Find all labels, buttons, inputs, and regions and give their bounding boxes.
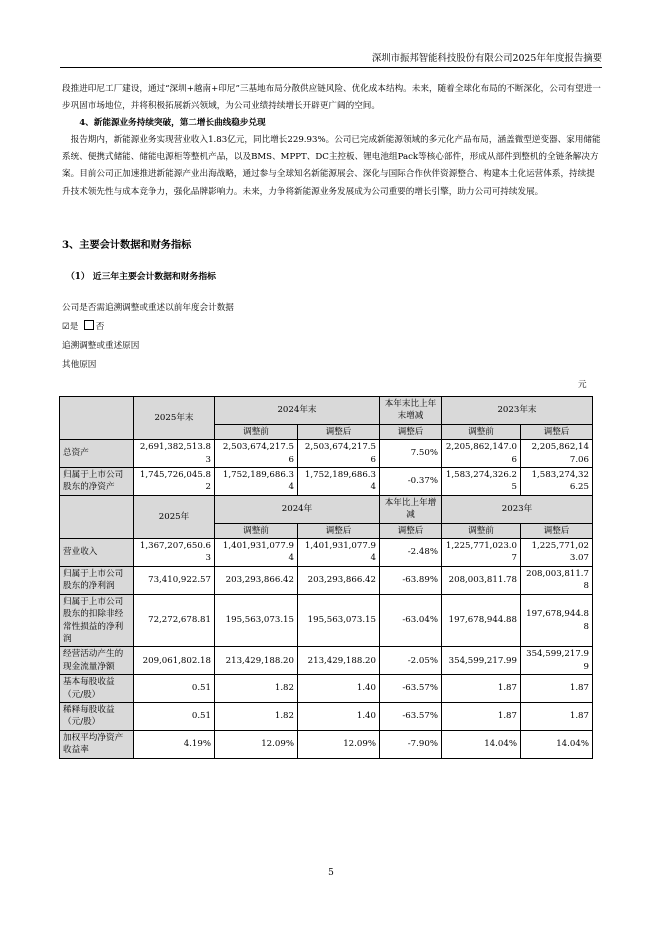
value-cell: 197,678,944.88 bbox=[442, 594, 521, 647]
row-label-cell: 加权平均净资产收益率 bbox=[60, 730, 134, 758]
value-cell: 2,691,382,513.83 bbox=[134, 440, 215, 468]
value-cell: 195,563,073.15 bbox=[298, 594, 380, 647]
table-header-cell: 调整前 bbox=[215, 523, 298, 538]
table-header-cell: 调整前 bbox=[442, 424, 521, 439]
body-paragraph-1: 段推进印尼工厂建设，通过“深圳+越南+印尼”三基地布局分散供应链风险、优化成本结构。未来，随着全球化布局的不断深化，公司有望进一步巩固市场地位，并将积极拓展新兴领域，为公司业绩持续增长开辟更广阔的空间。 bbox=[62, 84, 601, 112]
value-cell: 2,503,674,217.56 bbox=[298, 440, 380, 468]
value-cell: 1,401,931,077.94 bbox=[215, 539, 298, 567]
value-cell: 1,752,189,686.34 bbox=[215, 468, 298, 496]
restatement-question: 公司是否需追溯调整或重述以前年度会计数据 bbox=[62, 303, 234, 313]
row-label-cell: 营业收入 bbox=[60, 539, 134, 567]
value-cell: 12.09% bbox=[215, 730, 298, 758]
value-cell: 14.04% bbox=[442, 730, 521, 758]
value-cell: 1,583,274,326.25 bbox=[442, 468, 521, 496]
value-cell: 0.51 bbox=[134, 675, 215, 703]
value-cell: 354,599,217.99 bbox=[442, 647, 521, 675]
yes-checkbox-icon: ☑ bbox=[62, 322, 70, 332]
value-cell: -7.90% bbox=[380, 730, 442, 758]
value-cell: 208,003,811.78 bbox=[442, 566, 521, 594]
value-cell: 2,503,674,217.56 bbox=[215, 440, 298, 468]
table-header-cell: 2025年末 bbox=[134, 397, 215, 440]
no-label: 否 bbox=[95, 322, 105, 332]
table-header-cell: 调整后 bbox=[521, 424, 593, 439]
table-header-cell bbox=[60, 495, 134, 538]
value-cell: 0.51 bbox=[134, 702, 215, 730]
row-label-cell: 稀释每股收益（元/股） bbox=[60, 702, 134, 730]
table-header-cell: 调整后 bbox=[298, 523, 380, 538]
value-cell: -2.48% bbox=[380, 539, 442, 567]
value-cell: 1.87 bbox=[521, 702, 593, 730]
table-header-cell: 2023年末 bbox=[442, 397, 593, 425]
table-header-cell: 调整前 bbox=[442, 523, 521, 538]
value-cell: -63.57% bbox=[380, 702, 442, 730]
table-row bbox=[60, 594, 593, 647]
table-row bbox=[60, 647, 593, 675]
value-cell: 1.82 bbox=[215, 702, 298, 730]
table-header-cell: 调整后 bbox=[380, 523, 442, 538]
value-cell: 2,205,862,147.06 bbox=[521, 440, 593, 468]
value-cell: 1.40 bbox=[298, 702, 380, 730]
row-label-cell: 基本每股收益（元/股） bbox=[60, 675, 134, 703]
table-header-cell: 2024年 bbox=[215, 495, 380, 523]
value-cell: -63.57% bbox=[380, 675, 442, 703]
value-cell: 208,003,811.78 bbox=[521, 566, 593, 594]
value-cell: 354,599,217.99 bbox=[521, 647, 593, 675]
value-cell: 1.87 bbox=[442, 702, 521, 730]
value-cell: 1,225,771,023.07 bbox=[442, 539, 521, 567]
value-cell: 1,745,726,045.82 bbox=[134, 468, 215, 496]
value-cell: -2.05% bbox=[380, 647, 442, 675]
yes-label: 是 bbox=[69, 322, 79, 332]
value-cell: 7.50% bbox=[380, 440, 442, 468]
table-header-cell: 调整后 bbox=[521, 523, 593, 538]
table-header-cell bbox=[60, 397, 134, 440]
section-title: 3、主要会计数据和财务指标 bbox=[62, 239, 192, 251]
row-label-cell: 总资产 bbox=[60, 440, 134, 468]
table-row bbox=[60, 468, 593, 496]
value-cell: 1,583,274,326.25 bbox=[521, 468, 593, 496]
page-number: 5 bbox=[328, 868, 334, 878]
value-cell: 73,410,922.57 bbox=[134, 566, 215, 594]
table-header-row bbox=[60, 495, 593, 523]
value-cell: 1,225,771,023.07 bbox=[521, 539, 593, 567]
value-cell: -63.89% bbox=[380, 566, 442, 594]
table-row bbox=[60, 702, 593, 730]
value-cell: 1.82 bbox=[215, 675, 298, 703]
row-label-cell: 归属于上市公司股东的净利润 bbox=[60, 566, 134, 594]
table-header-cell: 调整后 bbox=[380, 424, 442, 439]
table-header-cell: 2023年 bbox=[442, 495, 593, 523]
value-cell: -63.04% bbox=[380, 594, 442, 647]
table-row bbox=[60, 730, 593, 758]
value-cell: 213,429,188.20 bbox=[298, 647, 380, 675]
table-header-cell: 2024年末 bbox=[215, 397, 380, 425]
value-cell: 195,563,073.15 bbox=[215, 594, 298, 647]
value-cell: -0.37% bbox=[380, 468, 442, 496]
body-paragraph-2: 报告期内，新能源业务实现营业收入1.83亿元，同比增长229.93%。公司已完成新能源领域的多元化产品布局，涵盖微型逆变器、家用储能系统、便携式储能、储能电源柜等整机产品，以及BMS、MPPT、DC主控板、锂电池组Pack等核心部件，形成从部件到整机的全链条解决方案。目前公司正加速推进新能源产业出海战略，通过参与全球知名新能源展会、深化与国际合作伙伴资源整合、构建本土化运营体系，持续提升技术领先性与成本竞争力，强化品牌影响力。未来，力争将新能源业务发展成为公司重要的增长引擎，助力公司可持续发展。 bbox=[62, 135, 601, 197]
value-cell: 209,061,802.18 bbox=[134, 647, 215, 675]
other-reason-label: 其他原因 bbox=[62, 360, 97, 370]
table-header-cell: 调整前 bbox=[215, 424, 298, 439]
row-label-cell: 归属于上市公司股东的净资产 bbox=[60, 468, 134, 496]
value-cell: 213,429,188.20 bbox=[215, 647, 298, 675]
value-cell: 197,678,944.88 bbox=[521, 594, 593, 647]
no-checkbox-icon bbox=[84, 320, 94, 330]
value-cell: 1,367,207,650.63 bbox=[134, 539, 215, 567]
subheading-new-energy: 4、新能源业务持续突破，第二增长曲线稳步兑现 bbox=[79, 118, 266, 128]
page-header: 深圳市振邦智能科技股份有限公司2025年年度报告摘要 bbox=[60, 50, 602, 68]
table-row bbox=[60, 675, 593, 703]
table-header-cell: 本年末比上年末增减 bbox=[380, 397, 442, 425]
table-header-cell: 调整后 bbox=[298, 424, 380, 439]
value-cell: 1,401,931,077.94 bbox=[298, 539, 380, 567]
currency-unit: 元 bbox=[578, 380, 587, 390]
value-cell: 12.09% bbox=[298, 730, 380, 758]
value-cell: 2,205,862,147.06 bbox=[442, 440, 521, 468]
table-header-cell: 本年比上年增减 bbox=[380, 495, 442, 523]
value-cell: 203,293,866.42 bbox=[298, 566, 380, 594]
value-cell: 4.19% bbox=[134, 730, 215, 758]
value-cell: 14.04% bbox=[521, 730, 593, 758]
value-cell: 72,272,678.81 bbox=[134, 594, 215, 647]
table-header-row bbox=[60, 397, 593, 425]
table-row bbox=[60, 440, 593, 468]
financial-data-table bbox=[59, 396, 593, 759]
table-row bbox=[60, 566, 593, 594]
table-row bbox=[60, 539, 593, 567]
table-header-cell: 2025年 bbox=[134, 495, 215, 538]
value-cell: 1.87 bbox=[442, 675, 521, 703]
subsection-title: （1） 近三年主要会计数据和财务指标 bbox=[66, 272, 216, 282]
value-cell: 1.87 bbox=[521, 675, 593, 703]
value-cell: 1,752,189,686.34 bbox=[298, 468, 380, 496]
value-cell: 1.40 bbox=[298, 675, 380, 703]
restatement-reason-label: 追溯调整或重述原因 bbox=[62, 341, 140, 351]
row-label-cell: 经营活动产生的现金流量净额 bbox=[60, 647, 134, 675]
row-label-cell: 归属于上市公司股东的扣除非经常性损益的净利润 bbox=[60, 594, 134, 647]
value-cell: 203,293,866.42 bbox=[215, 566, 298, 594]
restatement-options bbox=[62, 320, 104, 332]
